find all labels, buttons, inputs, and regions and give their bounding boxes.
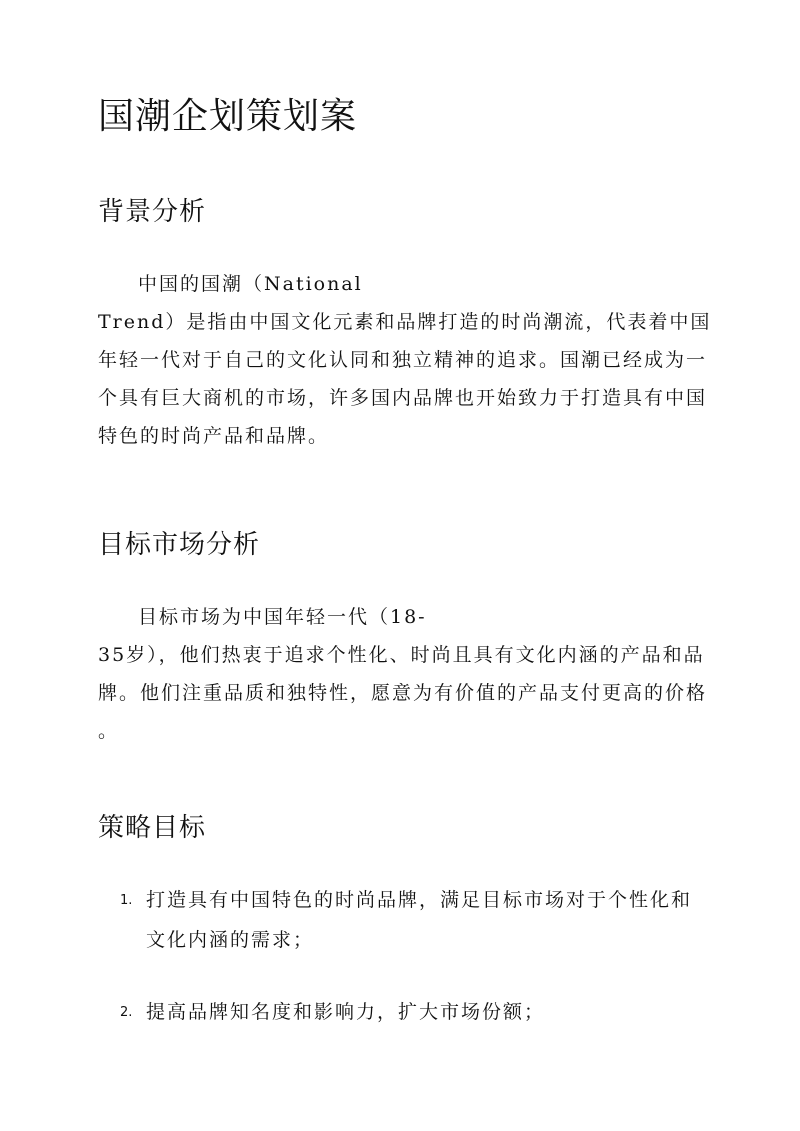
paragraph-line: 个具有巨大商机的市场，许多国内品牌也开始致力于打造具有中国 [98, 387, 708, 409]
paragraph-line: 。 [98, 720, 120, 742]
list-item-line: 文化内涵的需求； [146, 929, 315, 951]
list-number: 1. [120, 893, 133, 908]
list-item [98, 880, 718, 960]
paragraph-line: 牌。他们注重品质和独特性，愿意为有价值的产品支付更高的价格 [98, 682, 708, 704]
section-heading-background: 背景分析 [98, 197, 207, 227]
target-market-paragraph [98, 598, 708, 750]
paragraph-line: 特色的时尚产品和品牌。 [98, 425, 330, 447]
goals-list [98, 880, 718, 1064]
list-item-line: 提高品牌知名度和影响力，扩大市场份额； [146, 1001, 546, 1023]
section-heading-target-market: 目标市场分析 [98, 530, 261, 560]
paragraph-line: 年轻一代对于自己的文化认同和独立精神的追求。国潮已经成为一 [98, 349, 708, 371]
background-paragraph [98, 265, 712, 455]
list-item [98, 992, 718, 1032]
section-heading-goals: 策略目标 [98, 813, 207, 843]
paragraph-line: Trend）是指由中国文化元素和品牌打造的时尚潮流，代表着中国 [98, 311, 712, 333]
list-item-line: 打造具有中国特色的时尚品牌，满足目标市场对于个性化和 [146, 889, 693, 911]
paragraph-line: 目标市场为中国年轻一代（18- [138, 606, 427, 628]
document-title: 国潮企划策划案 [98, 96, 358, 137]
paragraph-line: 35岁），他们热衷于追求个性化、时尚且具有文化内涵的产品和品 [98, 644, 705, 666]
paragraph-line: 中国的国潮（National [138, 273, 363, 295]
list-number: 2. [120, 1005, 133, 1020]
